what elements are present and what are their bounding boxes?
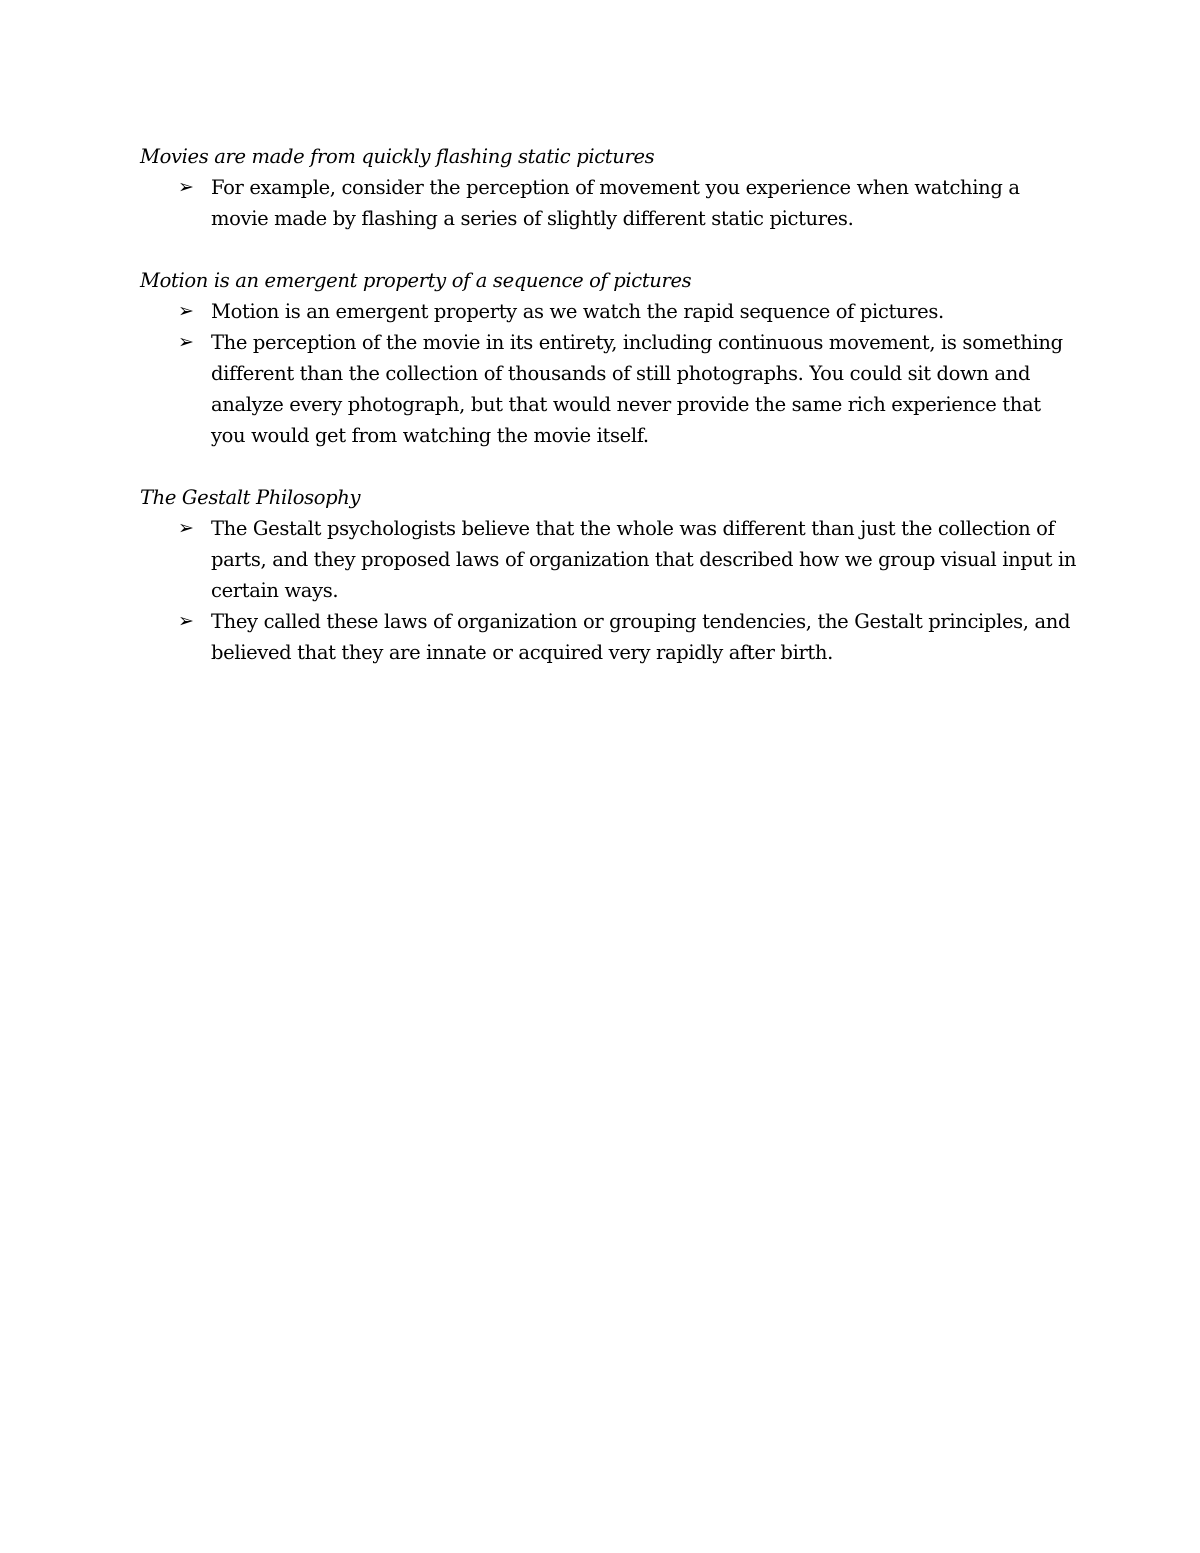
section-heading: The Gestalt Philosophy bbox=[140, 486, 361, 509]
list-item bbox=[140, 296, 1080, 327]
section-gestalt bbox=[140, 482, 1080, 668]
arrowhead-bullet-icon: ➢ bbox=[178, 176, 194, 198]
bullet-list bbox=[140, 296, 1080, 451]
bullet-list bbox=[140, 172, 1080, 234]
section-heading: Motion is an emergent property of a sequence of pictures bbox=[140, 269, 692, 292]
bullet-list bbox=[140, 513, 1080, 668]
arrowhead-bullet-icon: ➢ bbox=[178, 300, 194, 322]
arrowhead-bullet-icon: ➢ bbox=[178, 610, 194, 632]
list-item bbox=[140, 327, 1080, 451]
list-item bbox=[140, 513, 1080, 606]
bullet-text: The perception of the movie in its entirety, including continuous movement, is something different than the collection of thousands of still photographs. You could sit down and analyze every photograph, but that would never provide the same rich experience that you would get from watching the movie itself. bbox=[211, 331, 1063, 447]
arrowhead-bullet-icon: ➢ bbox=[178, 517, 194, 539]
bullet-text: The Gestalt psychologists believe that the whole was different than just the collection of parts, and they proposed laws of organization that described how we group visual input in certain ways. bbox=[211, 517, 1077, 602]
list-item bbox=[140, 606, 1080, 668]
document-page bbox=[140, 141, 1080, 699]
list-item bbox=[140, 172, 1080, 234]
bullet-text: They called these laws of organization or grouping tendencies, the Gestalt principles, and believed that they are innate or acquired very rapidly after birth. bbox=[211, 610, 1071, 664]
bullet-text: For example, consider the perception of movement you experience when watching a movie made by flashing a series of slightly different static pictures. bbox=[211, 176, 1020, 230]
arrowhead-bullet-icon: ➢ bbox=[178, 331, 194, 353]
section-heading: Movies are made from quickly flashing static pictures bbox=[140, 145, 655, 168]
bullet-text: Motion is an emergent property as we watch the rapid sequence of pictures. bbox=[211, 300, 944, 323]
section-movies bbox=[140, 141, 1080, 234]
section-motion bbox=[140, 265, 1080, 451]
